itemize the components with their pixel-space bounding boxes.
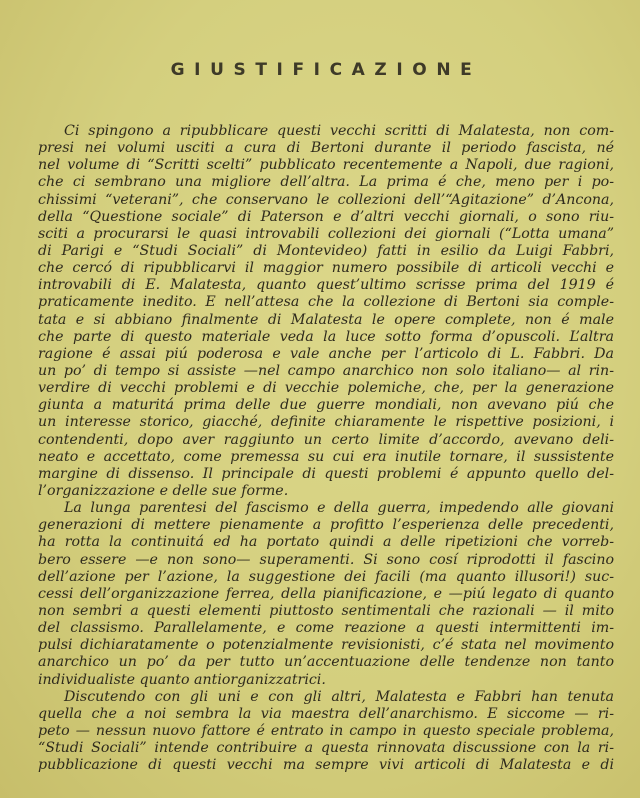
text-line: neato e accettato, come premessa su cui era inutile tornare, il sussistente bbox=[38, 448, 614, 465]
text-line: un interesse storico, giacché, definite chiaramente le rispettive posizioni, i bbox=[38, 414, 614, 431]
text-line: giunta a maturitá prima delle due guerre mondiali, non avevano piú che bbox=[38, 397, 614, 414]
text-line: generazioni di mettere pienamente a profitto l’esperienza delle precedenti, bbox=[38, 517, 614, 534]
text-line: La lunga parentesi del fascismo e della guerra, impedendo alle giovani bbox=[64, 500, 614, 517]
text-line: praticamente inedito. E nell’attesa che la collezione di Bertoni sia comple- bbox=[38, 294, 614, 311]
text-line: pulsi dichiaratamente o potenzialmente revisionisti, c’é stata nel movimento bbox=[38, 637, 614, 654]
text-line: Ci spingono a ripubblicare questi vecchi scritti di Malatesta, non com- bbox=[64, 123, 614, 139]
text-line: che ci sembrano una migliore dell’altra. La prima é che, meno per i po- bbox=[38, 174, 614, 191]
text-line: individualiste quanto antiorganizzatrici. bbox=[38, 671, 326, 688]
text-line: della “Questione sociale” di Paterson e d’altri vecchi giornali, o sono riu- bbox=[38, 208, 614, 225]
text-line: di Parigi e “Studi Sociali” di Montevideo) fatti in esilio da Luigi Fabbri, bbox=[38, 242, 614, 259]
text-line: tata e si abbiano finalmente di Malatesta le opere complete, non é male bbox=[38, 311, 614, 328]
text-line: verdire di vecchi problemi e di vecchie polemiche, che, per la generazione bbox=[38, 380, 614, 397]
text-line: che parte di questo materiale veda la luce sotto forma d’opuscoli. L’altra bbox=[38, 328, 614, 345]
page-title: GIUSTIFICAZIONE bbox=[170, 60, 482, 80]
text-line: margine di dissenso. Il principale di questi problemi é appunto quello del- bbox=[38, 465, 614, 482]
text-line: chissimi “veterani”, che conservano le collezioni dell’“Agitazione” d’Ancona, bbox=[38, 191, 614, 208]
text-line: sciti a procurarsi le quasi introvabili collezioni dei giornali (“Lotta umana” bbox=[38, 225, 614, 242]
text-line: peto — nessun nuovo fattore é entrato in campo in questo speciale problema, bbox=[38, 722, 614, 739]
text-line: l’organizzazione e delle sue forme. bbox=[38, 482, 289, 499]
text-line: un po’ di tempo si assiste —nel campo anarchico non solo italiano— al rin- bbox=[38, 362, 614, 379]
text-line: ha rotta la continuitá ed ha portato quindi a delle ripetizioni che vorreb- bbox=[38, 534, 614, 551]
text-line: non sembri a questi elementi piuttosto sentimentali che razionali — il mito bbox=[38, 602, 614, 619]
text-line: ragione é assai piú poderosa e vale anche per l’articolo di L. Fabbri. Da bbox=[38, 345, 614, 362]
text-line: nel volume di “Scritti scelti” pubblicato recentemente a Napoli, due ragioni, bbox=[38, 157, 614, 174]
text-line: “Studi Sociali” intende contribuire a questa rinnovata discussione con la ri- bbox=[38, 740, 614, 757]
body-text bbox=[38, 123, 614, 774]
text-line: cessi dell’organizzazione ferrea, della pianificazione, e —piú legato di quanto bbox=[38, 585, 614, 602]
text-line: introvabili di E. Malatesta, quanto quest’ultimo scrisse prima del 1919 é bbox=[38, 277, 614, 294]
text-line: del classismo. Parallelamente, e come reazione a questi intermittenti im- bbox=[38, 620, 614, 637]
text-line: bero essere —e non sono— superamenti. Si sono cosí riprodotti il fascino bbox=[38, 551, 614, 568]
text-line: presi nei volumi usciti a cura di Bertoni durante il periodo fascista, né bbox=[38, 140, 614, 157]
text-line: pubblicazione di questi vecchi ma sempre vivi articoli di Malatesta e di bbox=[38, 757, 614, 774]
text-line: dell’azione per l’azione, la suggestione dei facili (ma quanto illusori!) suc- bbox=[38, 568, 614, 585]
text-line: contendenti, dopo aver raggiunto un certo limite d’accordo, avevano deli- bbox=[38, 431, 614, 448]
text-line: che cercó di ripubblicarvi il maggior numero possibile di articoli vecchi e bbox=[38, 260, 614, 277]
text-line: quella che a noi sembra la via maestra dell’anarchismo. E siccome — ri- bbox=[38, 705, 614, 722]
text-line: anarchico un po’ da per tutto un’accentuazione delle tendenze non tanto bbox=[38, 654, 614, 671]
text-line: Discutendo con gli uni e con gli altri, Malatesta e Fabbri han tenuta bbox=[64, 688, 614, 705]
